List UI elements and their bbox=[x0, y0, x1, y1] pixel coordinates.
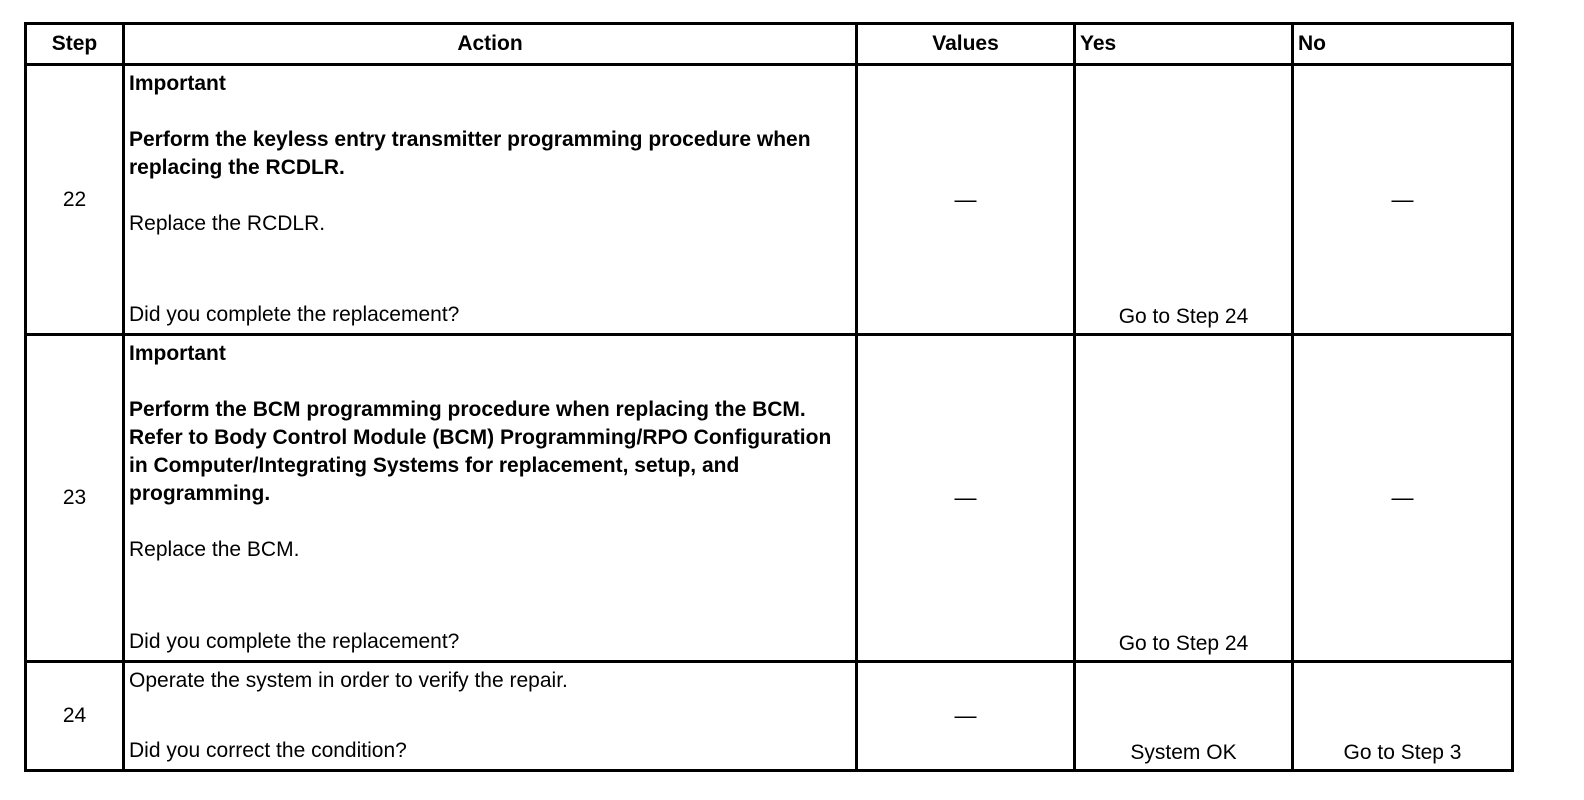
action-question: Did you complete the replacement? bbox=[129, 630, 460, 653]
important-note: Perform the BCM programming procedure when replacing the BCM. Refer to Body Control Module (BCM) Programming/RPO Configuration in Computer/Integrating Systems for replacement, setup, and programming. bbox=[129, 398, 832, 505]
header-action: Action bbox=[124, 24, 857, 65]
yes-result: Go to Step 24 bbox=[1118, 632, 1249, 655]
action-cell bbox=[124, 662, 857, 771]
action-content bbox=[129, 70, 847, 329]
table-row bbox=[26, 65, 1513, 335]
step-number: 22 bbox=[26, 65, 124, 335]
important-note: Perform the keyless entry transmitter programming procedure when replacing the RCDLR. bbox=[129, 128, 811, 179]
yes-cell bbox=[1075, 65, 1293, 335]
action-question: Did you correct the condition? bbox=[129, 739, 407, 762]
table-row bbox=[26, 335, 1513, 662]
action-question: Did you complete the replacement? bbox=[129, 303, 460, 326]
important-label: Important bbox=[129, 342, 226, 365]
important-label: Important bbox=[129, 72, 226, 95]
no-cell: — bbox=[1293, 335, 1513, 662]
yes-result: Go to Step 24 bbox=[1118, 305, 1249, 328]
step-number: 24 bbox=[26, 662, 124, 771]
action-content bbox=[129, 340, 847, 656]
action-cell bbox=[124, 65, 857, 335]
header-values: Values bbox=[857, 24, 1075, 65]
no-result: Go to Step 3 bbox=[1343, 741, 1462, 764]
action-instruction: Operate the system in order to verify the repair. bbox=[129, 669, 568, 692]
action-content bbox=[129, 667, 847, 765]
values-cell: — bbox=[857, 662, 1075, 771]
header-no: No bbox=[1293, 24, 1513, 65]
yes-cell bbox=[1075, 335, 1293, 662]
values-cell: — bbox=[857, 335, 1075, 662]
table-row bbox=[26, 662, 1513, 771]
yes-cell bbox=[1075, 662, 1293, 771]
action-cell bbox=[124, 335, 857, 662]
values-cell: — bbox=[857, 65, 1075, 335]
step-number: 23 bbox=[26, 335, 124, 662]
header-step: Step bbox=[26, 24, 124, 65]
no-cell: — bbox=[1293, 65, 1513, 335]
action-instruction: Replace the BCM. bbox=[129, 538, 300, 561]
no-cell bbox=[1293, 662, 1513, 771]
action-instruction: Replace the RCDLR. bbox=[129, 212, 326, 235]
yes-result: System OK bbox=[1130, 741, 1237, 764]
diagnostic-table bbox=[24, 22, 1514, 772]
header-yes: Yes bbox=[1075, 24, 1293, 65]
header-row bbox=[26, 24, 1513, 65]
